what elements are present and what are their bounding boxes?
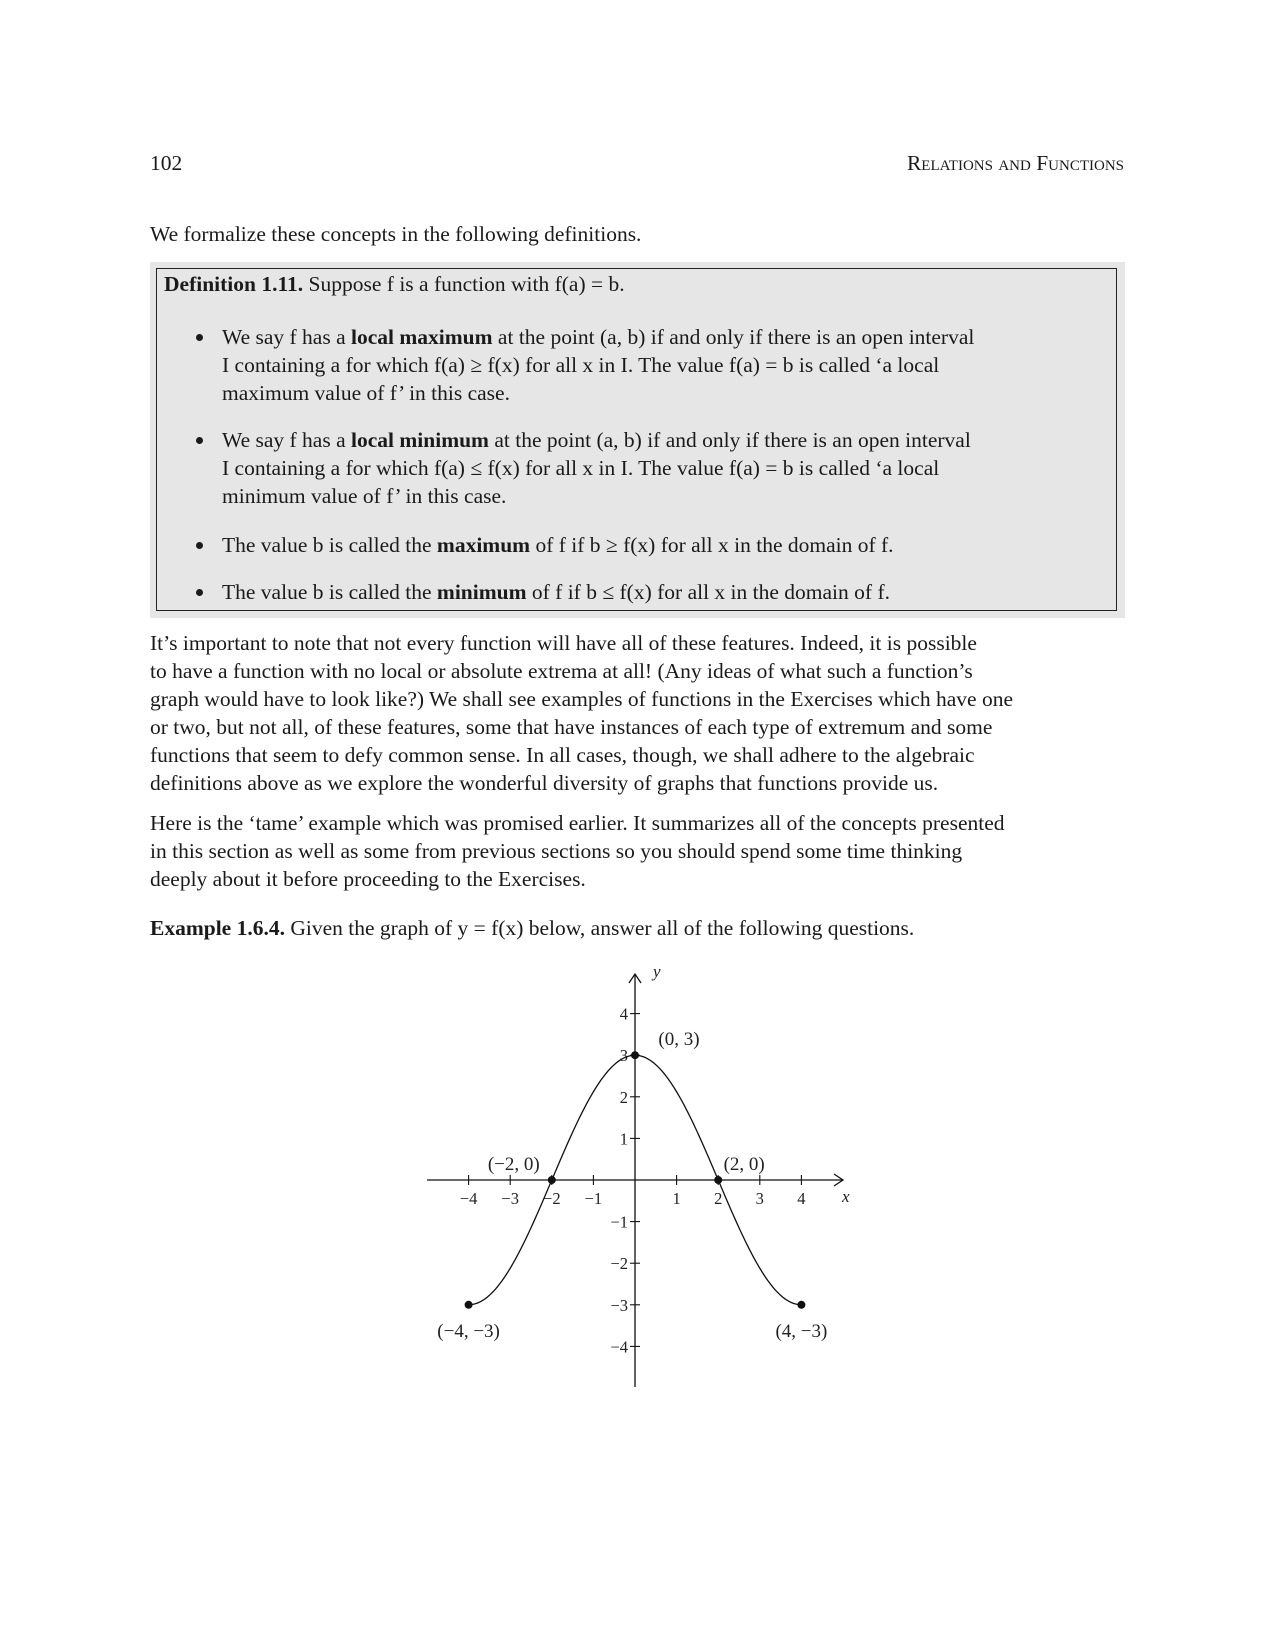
paragraph-line: Here is the ‘tame’ example which was promised earlier. It summarizes all of the concepts presented: [150, 811, 1005, 835]
definition-bullet-line: The value b is called the minimum of f if b ≤ f(x) for all x in the domain of f.: [222, 580, 890, 604]
marked-point: [714, 1176, 722, 1184]
paragraph-line: or two, but not all, of these features, some that have instances of each type of extremum and some: [150, 715, 993, 739]
example-label: Example 1.6.4.: [150, 916, 285, 940]
page-number: 102: [150, 151, 183, 175]
y-axis-label: y: [653, 962, 661, 981]
paragraph-line: It’s important to note that not every function will have all of these features. Indeed, it is possible: [150, 631, 977, 655]
paragraph-line: graph would have to look like?) We shall see examples of functions in the Exercises which have one: [150, 687, 1013, 711]
paragraph-line: in this section as well as some from previous sections so you should spend some time thinking: [150, 839, 963, 863]
point-label: (2, 0): [723, 1154, 765, 1175]
definition-term: local maximum: [351, 325, 493, 349]
x-tick-label: 2: [714, 1189, 723, 1208]
points: [437, 1029, 827, 1342]
definition-term: minimum: [436, 580, 527, 604]
running-title: Relations and Functions: [906, 151, 1124, 175]
y-tick-label: −1: [610, 1212, 628, 1232]
point-label: (0, 3): [658, 1029, 700, 1051]
y-tick-label: 4: [619, 1004, 628, 1024]
example-text: Given the graph of y = f(x) below, answer all of the following questions.: [290, 916, 915, 940]
x-tick-label: −2: [543, 1189, 561, 1208]
marked-point: [548, 1176, 556, 1184]
definition-bullet-line: minimum value of f’ in this case.: [222, 484, 507, 508]
y-tick-label: 3: [619, 1046, 628, 1066]
y-tick-label: 1: [619, 1129, 628, 1149]
x-tick-label: 4: [797, 1189, 806, 1208]
point-label: (−2, 0): [487, 1154, 540, 1175]
marked-point: [797, 1301, 805, 1309]
y-tick-label: −4: [610, 1337, 628, 1357]
x-tick-label: −3: [501, 1189, 519, 1208]
definition-bullet-line: We say f has a local minimum at the point (a, b) if and only if there is an open interval: [222, 428, 971, 452]
point-label: (−4, −3): [437, 1320, 500, 1342]
y-tick-label: −3: [610, 1295, 628, 1315]
definition-term: local minimum: [351, 428, 489, 452]
definition-term: maximum: [436, 533, 531, 557]
definition-bullet-line: maximum value of f’ in this case.: [222, 381, 510, 405]
x-tick-label: 3: [755, 1189, 764, 1208]
paragraph-line: deeply about it before proceeding to the Exercises.: [150, 867, 586, 891]
y-tick-label: −2: [610, 1254, 628, 1274]
point-label: (4, −3): [775, 1320, 828, 1342]
definition-bullet-line: I containing a for which f(a) ≤ f(x) for all x in I. The value f(a) = b is called ‘a local: [222, 456, 940, 480]
marked-point: [631, 1051, 639, 1059]
definition-label: Definition 1.11.: [164, 272, 304, 296]
x-axis-label: x: [842, 1187, 850, 1206]
intro-text: We formalize these concepts in the following definitions.: [150, 222, 642, 246]
definition-bullet-line: The value b is called the maximum of f if b ≥ f(x) for all x in the domain of f.: [222, 533, 894, 557]
paragraph-line: to have a function with no local or absolute extrema at all! (Any ideas of what such a function’s: [150, 659, 973, 683]
paragraph-line: functions that seem to defy common sense. In all cases, though, we shall adhere to the algebraic: [150, 743, 975, 767]
marked-point: [465, 1301, 473, 1309]
y-tick-label: 2: [619, 1087, 628, 1107]
definition-bullet-line: I containing a for which f(a) ≥ f(x) for all x in I. The value f(a) = b is called ‘a local: [222, 353, 940, 377]
x-tick-label: 1: [672, 1189, 681, 1208]
definition-statement: Suppose f is a function with f(a) = b.: [308, 272, 625, 296]
paragraph-line: definitions above as we explore the wonderful diversity of graphs that functions provide us.: [150, 771, 939, 795]
definition-bullet-line: We say f has a local maximum at the point (a, b) if and only if there is an open interval: [222, 325, 975, 349]
x-tick-label: −4: [459, 1189, 478, 1208]
x-tick-label: −1: [584, 1189, 603, 1208]
